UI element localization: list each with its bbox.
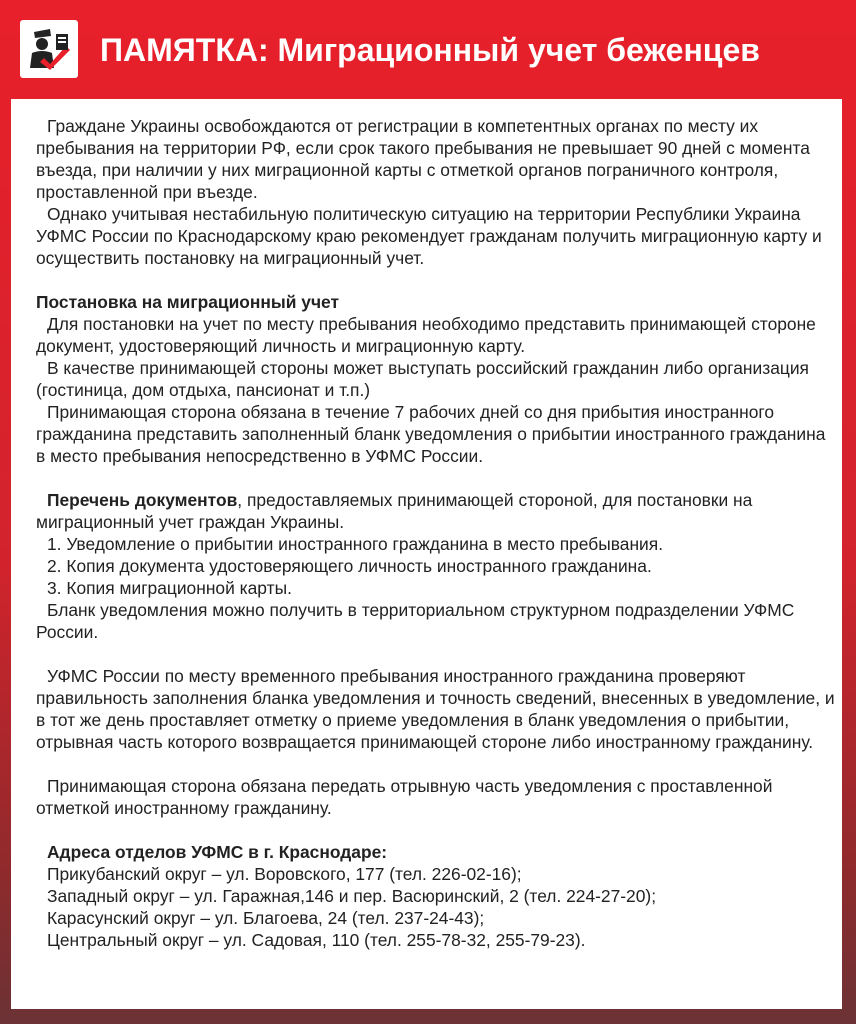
intro-paragraph-1: Граждане Украины освобождаются от регистрации в компетентных органах по месту их пребывания на территории РФ, если срок такого пребывания не превышает 90 дней с момента въезда, при наличии у них миграционной карты с отметкой органов пограничного контроля, проставленной при въезде.: [36, 116, 810, 202]
documents-heading-bold: Перечень документов: [47, 490, 238, 510]
addresses-section: [36, 841, 836, 951]
registration-section: [36, 291, 836, 467]
verification-paragraph: УФМС России по месту временного пребывания иностранного гражданина проверяют правильность заполнения бланка уведомления и точность сведений, внесенных в уведомление, и в тот же день проставляет отметку о приеме уведомления в бланк уведомления о прибытии, отрывная часть которого возвращается принимающей стороне либо иностранному гражданину.: [36, 666, 835, 752]
address-item: Западный округ – ул. Гаражная,146 и пер. Васюринский, 2 (тел. 224-27-20);: [47, 886, 657, 906]
header-banner: [0, 0, 856, 100]
intro-section: [36, 115, 836, 269]
registration-paragraph-1: Для постановки на учет по месту пребывания необходимо представить принимающей стороне документ, удостоверяющий личность и миграционную карту.: [36, 314, 816, 356]
intro-paragraph-2: Однако учитывая нестабильную политическую ситуацию на территории Республики Украина УФМС России по Краснодарскому краю рекомендует гражданам получить миграционную карту и осуществить постановку на миграционный учет.: [36, 204, 822, 268]
document-item: 1. Уведомление о прибытии иностранного гражданина в место пребывания.: [47, 534, 664, 554]
memo-text: [36, 115, 836, 951]
registration-heading: Постановка на миграционный учет: [36, 292, 339, 312]
verification-section: [36, 665, 836, 753]
addresses-heading: Адреса отделов УФМС в г. Краснодаре:: [47, 842, 388, 862]
documents-heading-rest: , предоставляемых принимающей стороной, для постановки на миграционный учет граждан Украины.: [36, 490, 753, 532]
address-item: Карасунский округ – ул. Благоева, 24 (тел. 237-24-43);: [47, 908, 485, 928]
page-title: ПАМЯТКА: Миграционный учет беженцев: [100, 32, 760, 68]
address-item: Центральный округ – ул. Садовая, 110 (тел. 255-78-32, 255-79-23).: [47, 930, 586, 950]
obligation-section: [36, 775, 836, 819]
document-item: 3. Копия миграционной карты.: [47, 578, 292, 598]
address-item: Прикубанский округ – ул. Воровского, 177 (тел. 226-02-16);: [47, 864, 522, 884]
logo: [20, 20, 78, 78]
content-panel: [11, 99, 842, 1009]
obligation-paragraph: Принимающая сторона обязана передать отрывную часть уведомления с проставленной отметкой иностранному гражданину.: [36, 776, 773, 818]
registration-paragraph-2: В качестве принимающей стороны может выступать российский гражданин либо организация (гостиница, дом отдыха, пансионат и т.п.): [36, 358, 809, 400]
documents-note: Бланк уведомления можно получить в территориальном структурном подразделении УФМС России.: [36, 600, 795, 642]
document-item: 2. Копия документа удостоверяющего личность иностранного гражданина.: [47, 556, 652, 576]
registration-paragraph-3: Принимающая сторона обязана в течение 7 рабочих дней со дня прибытия иностранного гражданина представить заполненный бланк уведомления о прибытии иностранного гражданина в место пребывания непосредственно в УФМС России.: [36, 402, 826, 466]
documents-section: [36, 489, 836, 643]
documents-heading: [36, 489, 836, 533]
